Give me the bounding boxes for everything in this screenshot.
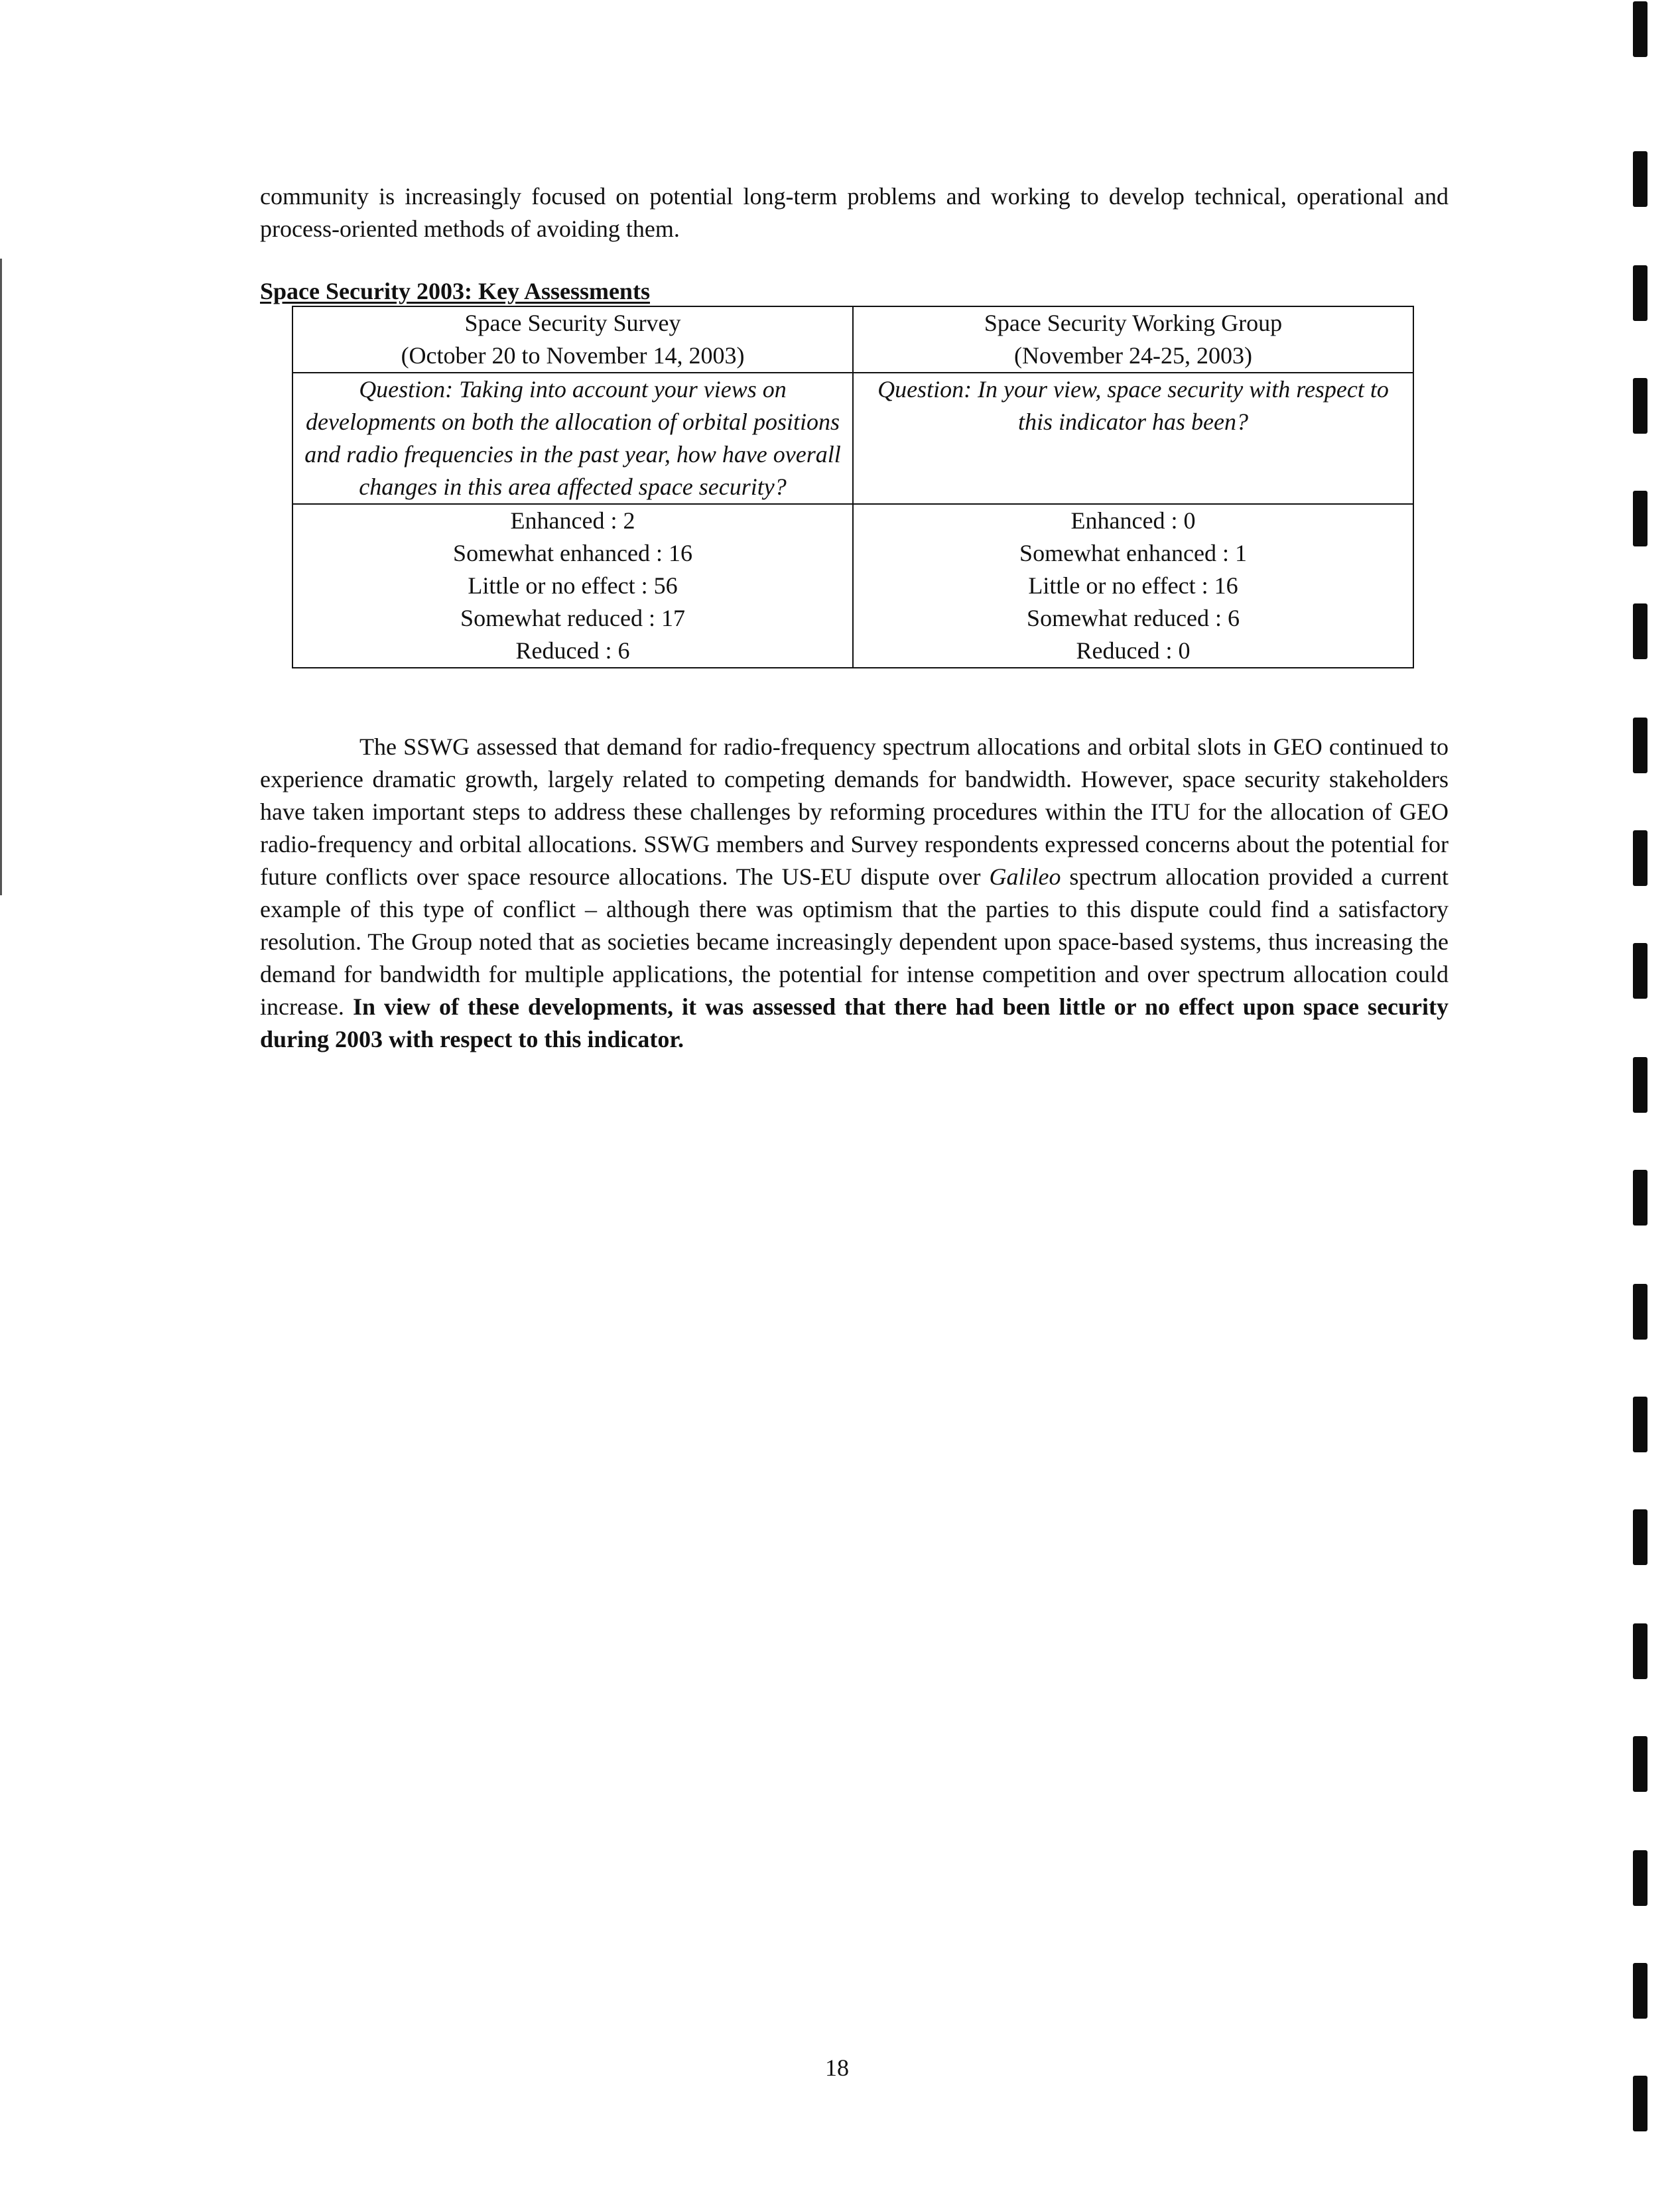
binder-hole-mark (1633, 1623, 1648, 1679)
table-header-row (292, 306, 1413, 373)
binder-hole-mark (1633, 603, 1648, 659)
binder-hole-mark (1633, 491, 1648, 546)
binder-hole-mark (1633, 1397, 1648, 1452)
survey-result-little-or-no-effect: Little or no effect : 56 (468, 572, 678, 599)
binder-hole-mark (1633, 1170, 1648, 1226)
survey-result-reduced: Reduced : 6 (515, 637, 630, 664)
working-group-header-dates: (November 24-25, 2003) (1014, 342, 1252, 369)
survey-question: Question: Taking into account your views on developments on both the allocation of orbital positions and radio frequencies in the past year, how have overall changes in this area affected space security? (292, 373, 853, 504)
body-paragraph (260, 731, 1449, 1056)
assessment-conclusion: In view of these developments, it was assessed that there had been little or no effect upon space security during 2003 with respect to this indicator. (260, 993, 1449, 1052)
binder-hole-mark (1633, 1057, 1648, 1113)
body-paragraph-text-2: spectrum allocation provided a current example of this type of conflict – although there was optimism that the parties to this dispute could find a satisfactory resolution. The Group noted that as societies became increasingly dependent upon space-based systems, thus increasing the demand for bandwidth for multiple applications, the potential for intense competition and over spectrum allocation could increase. (260, 863, 1449, 1020)
binder-hole-mark (1633, 2076, 1648, 2131)
working-group-result-somewhat-reduced: Somewhat reduced : 6 (1027, 605, 1240, 631)
intro-paragraph: community is increasingly focused on potential long-term problems and working to develop technical, operational and process-oriented methods of avoiding them. (260, 183, 1449, 242)
working-group-header-cell (853, 306, 1413, 373)
survey-results-cell (292, 504, 853, 668)
binder-hole-mark (1633, 378, 1648, 434)
binder-hole-mark (1633, 718, 1648, 773)
survey-result-enhanced: Enhanced : 2 (510, 507, 635, 534)
survey-header-dates: (October 20 to November 14, 2003) (401, 342, 745, 369)
binder-hole-mark (1633, 265, 1648, 321)
working-group-result-somewhat-enhanced: Somewhat enhanced : 1 (1019, 540, 1247, 566)
working-group-results-cell (853, 504, 1413, 668)
binder-hole-mark (1633, 1963, 1648, 2019)
binder-hole-mark (1633, 943, 1648, 999)
working-group-question: Question: In your view, space security with respect to this indicator has been? (853, 373, 1413, 504)
scan-edge-line (0, 259, 2, 895)
survey-header-title: Space Security Survey (464, 310, 681, 336)
key-assessments-table (292, 306, 1414, 668)
binder-hole-mark (1633, 830, 1648, 886)
table-results-row (292, 504, 1413, 668)
binder-hole-mark (1633, 1, 1648, 57)
galileo-term: Galileo (989, 863, 1061, 890)
table-title: Space Security 2003: Key Assessments (260, 278, 650, 304)
table-question-row (292, 373, 1413, 504)
survey-result-somewhat-enhanced: Somewhat enhanced : 16 (453, 540, 692, 566)
working-group-result-little-or-no-effect: Little or no effect : 16 (1028, 572, 1238, 599)
binder-hole-mark (1633, 1284, 1648, 1340)
binder-hole-mark (1633, 1850, 1648, 1906)
survey-header-cell (292, 306, 853, 373)
body-paragraph-text-1: The SSWG assessed that demand for radio-frequency spectrum allocations and orbital slots in GEO continued to experience dramatic growth, largely related to competing demands for bandwidth. However, space security stakeholders have taken important steps to address these challenges by reforming procedures within the ITU for the allocation of GEO radio-frequency and orbital allocations. SSWG members and Survey respondents expressed concerns about the potential for future conflicts over space resource allocations. The US-EU dispute over (260, 733, 1449, 890)
survey-result-somewhat-reduced: Somewhat reduced : 17 (460, 605, 685, 631)
working-group-result-reduced: Reduced : 0 (1076, 637, 1191, 664)
binder-hole-mark (1633, 1736, 1648, 1792)
binder-hole-mark (1633, 151, 1648, 207)
working-group-header-title: Space Security Working Group (984, 310, 1283, 336)
working-group-result-enhanced: Enhanced : 0 (1070, 507, 1196, 534)
binder-hole-mark (1633, 1509, 1648, 1565)
page-number: 18 (825, 2054, 849, 2081)
